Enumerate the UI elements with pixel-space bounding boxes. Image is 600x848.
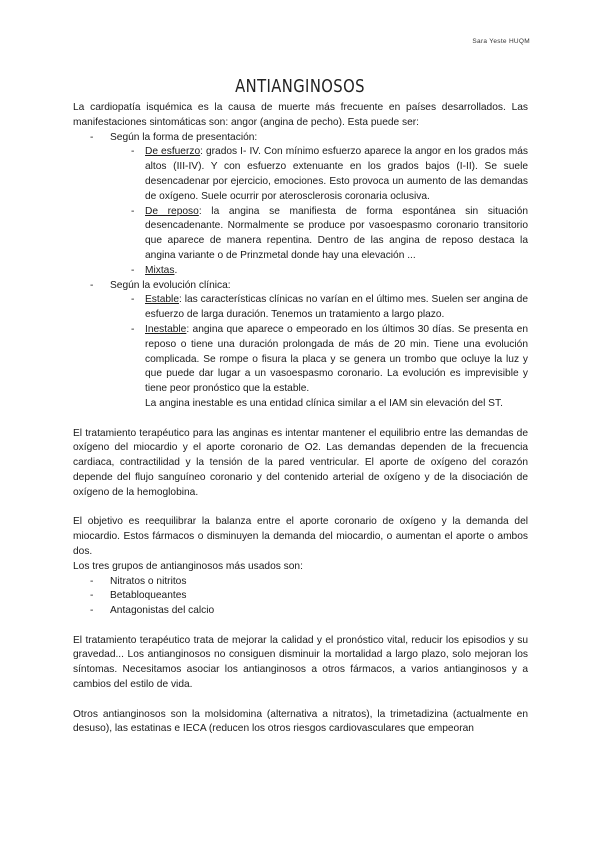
list-item [73,589,528,604]
page-title: ANTIANGINOSOS [235,76,365,97]
grupo-label: Antagonistas del calcio [110,605,215,617]
spacer [73,501,528,516]
bullet-dash: - [90,605,94,617]
classification-list [73,131,528,412]
spacer [73,619,528,634]
evolucion-sublist [110,293,528,411]
grupo-label: Betabloqueantes [110,590,187,602]
paragraph-calidad: El tratamiento terapéutico trata de mejorar la calidad y el pronóstico vital, reducir los episodios y su gravedad... Los antianginosos no consiguen disminuir la mortalidad a largo plazo, solo mejoran los síntomas. Necesitamos asociar los antianginosos a otros fármacos, a varios antianginosos y a cambios del estilo de vida. [73,634,528,691]
forma-sublist [110,145,528,278]
bullet-dash: - [131,264,135,276]
bullet-dash: - [131,205,135,217]
grupos-list [73,575,528,619]
spacer [73,412,528,427]
sublist-item [110,323,528,412]
paragraph-otros: Otros antianginosos son la molsidomina (alternativa a nitratos), la trimetadizina (actualmente en desuso), las estatinas e IECA (reducen los otros riesgos cardiovasculares que empeoran [73,708,528,735]
evolucion-label: Según la evolución clínica: [110,279,231,291]
term-de-reposo: De reposo [145,205,199,217]
forma-label: Según la forma de presentación: [110,131,258,143]
term-description: : las características clínicas no varían en el último mes. Suelen ser angina de esfuerzo de larga duración. Tenemos un tratamiento a largo plazo. [145,294,528,321]
bullet-dash: - [131,294,135,306]
paragraph-objetivo: El objetivo es reequilibrar la balanza entre el aporte coronario de oxígeno y la demanda del miocardio. Estos fármacos o disminuyen la demanda del miocardio, o aumentan el aporte o ambos dos. [73,516,528,557]
term-estable: Estable [145,294,179,306]
grupo-label: Nitratos o nitritos [110,575,187,587]
spacer [73,693,528,708]
bullet-dash: - [131,323,135,335]
term-note: La angina inestable es una entidad clínica similar a el IAM sin elevación del ST. [145,397,503,409]
term-mixtas: Mixtas [145,264,175,276]
term-description: . [174,264,178,276]
sublist-item [110,145,528,204]
paragraph-tratamiento: El tratamiento terapéutico para las anginas es intentar mantener el equilibrio entre las demandas de oxígeno del miocardio y el aporte coronario de O2. Las demandas dependen de la frecuencia cardiaca, contractilidad y la tensión de la pared ventricular. El aporte de oxígeno del corazón depende del flujo sanguíneo coronario y del contenido arterial de oxígeno y de la disociación de oxígeno de la hemoglobina. [73,427,528,498]
sublist-item [110,205,528,264]
bullet-dash: - [131,146,135,158]
bullet-dash: - [90,279,94,291]
list-item [73,575,528,590]
term-description: : angina que aparece o empeorado en los últimos 30 días. Se presenta en reposo o tiene una duración prolongada de más de 20 min. Tiene una evolución complicada. Se rompe o fisura la placa y se genera un trombo que ocluye la luz y que puede dar lugar a un vasoespasmo coronario. La evolución es imprevisible y tiene peor pronóstico que la estable. [145,323,528,395]
term-description: : la angina se manifiesta de forma espontánea sin situación desencadenante. Normalmente se produce por vasoespasmo coronario transitorio que aparece de manera repentina. Dentro de las angina de reposo destaca la angina variante o de Prinzmetal donde hay una elevación ... [145,205,528,261]
list-item-evolucion [73,279,528,412]
list-item-forma [73,131,528,279]
author-name: Sara Yeste HUQM [472,38,530,45]
sublist-item [110,293,528,323]
term-inestable: Inestable [145,323,187,335]
list-item [73,604,528,619]
bullet-dash: - [90,590,94,602]
bullet-dash: - [90,131,94,143]
bullet-dash: - [90,575,94,587]
term-de-esfuerzo: De esfuerzo [145,146,201,158]
intro-paragraph: La cardiopatía isquémica es la causa de muerte más frecuente en países desarrollados. Las manifestaciones sintomáticas son: angor (angina de pecho). Esta puede ser: [73,102,528,128]
paragraph-grupos-intro: Los tres grupos de antianginosos más usados son: [73,560,303,572]
sublist-item [110,264,528,279]
document-body [73,101,528,737]
term-description: : grados I- IV. Con mínimo esfuerzo aparece la angor en los grados más altos (III-IV). Y con esfuerzo extenuante en los grados bajos (I-II). Se suele desencadenar por ejercicio, emociones. Esto provoca un aumento de las demandas de oxígeno. Suele ocurrir por aterosclerosis coronaria oclusiva. [145,146,528,202]
